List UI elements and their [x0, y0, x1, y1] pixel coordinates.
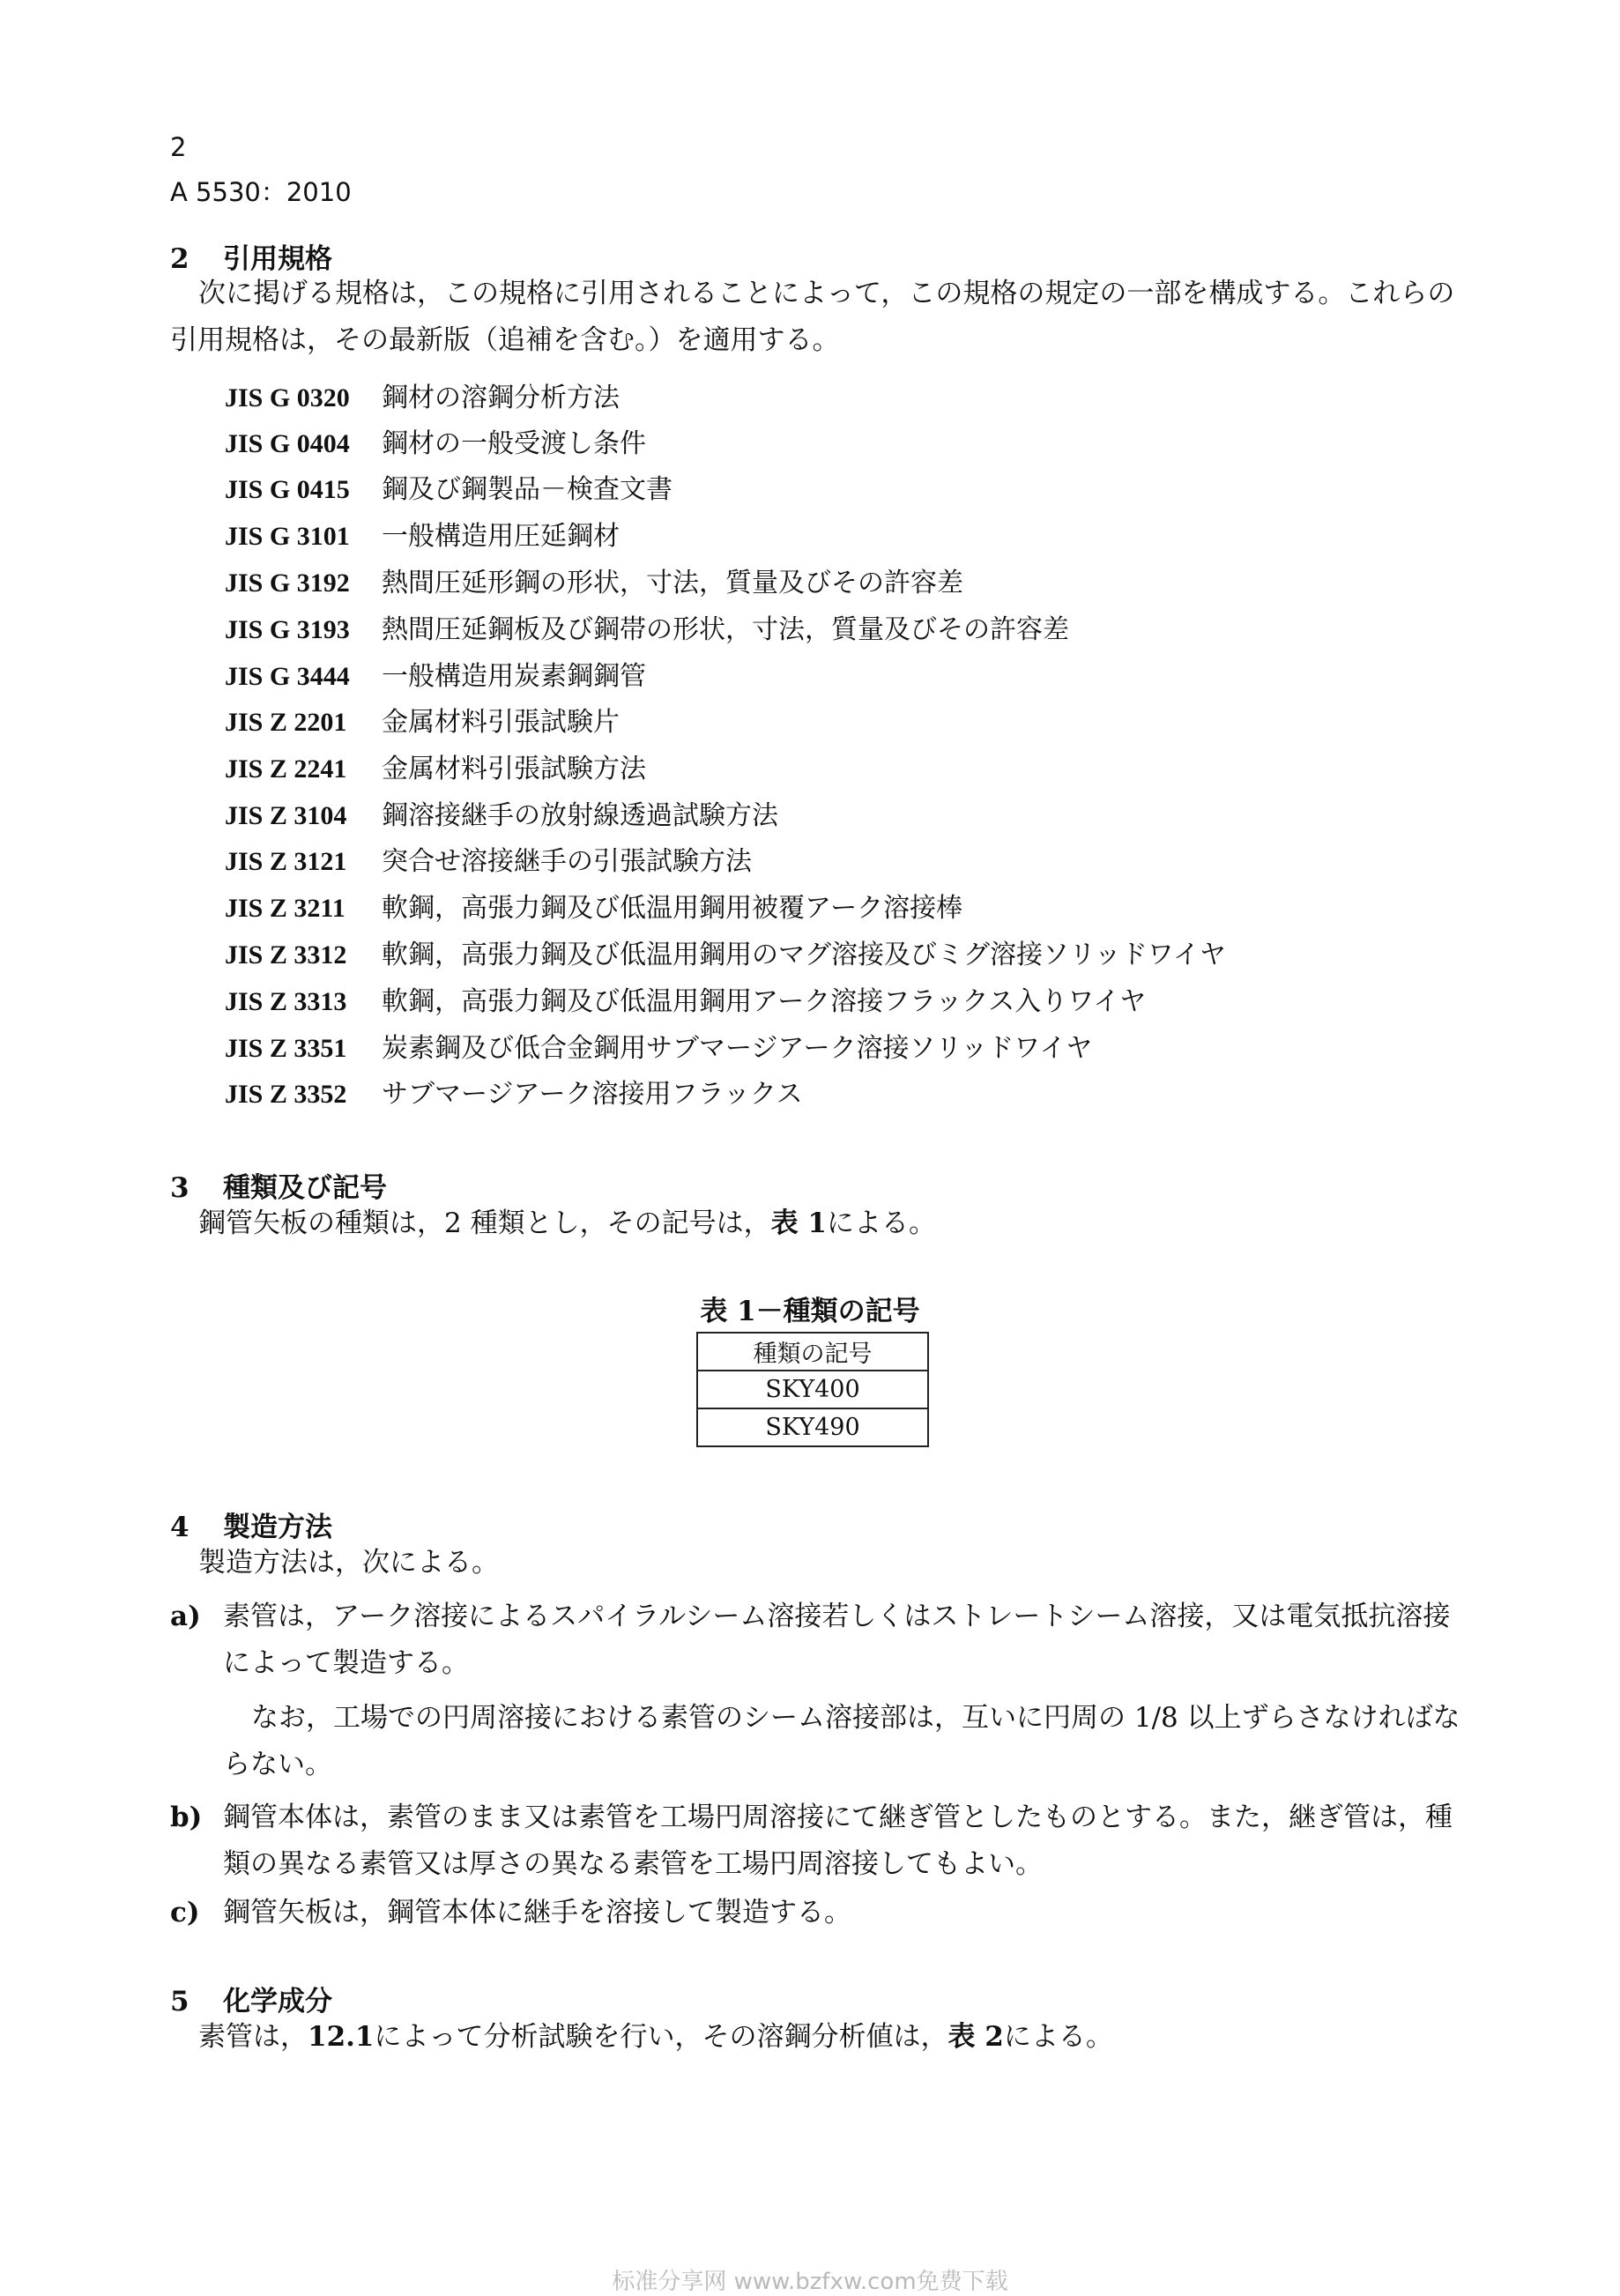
- reference-code: JIS Z 3352: [225, 1080, 347, 1109]
- reference-title: 軟鋼，高張力鋼及び低温用鋼用被覆アーク溶接棒: [382, 893, 963, 924]
- reference-code: JIS Z 3312: [225, 940, 347, 970]
- list-text: 鋼管矢板は，鋼管本体に継手を溶接して製造する。: [223, 1897, 851, 1928]
- table-reference: 表 2: [947, 2021, 1004, 2053]
- reference-title: 熱間圧延鋼板及び鋼帯の形状，寸法，質量及びその許容差: [382, 614, 1069, 645]
- reference-item: [225, 421, 646, 460]
- list-item-b-line2: 類の異なる素管又は厚さの異なる素管を工場円周溶接してもよい。: [223, 1848, 1043, 1880]
- reference-title: サブマージアーク溶接用フラックス: [382, 1079, 803, 1110]
- section-title: 種類及び記号: [223, 1172, 387, 1204]
- section-4-heading: [170, 1505, 332, 1544]
- standard-number: A 5530：2010: [170, 177, 352, 207]
- reference-title: 炭素鋼及び低合金鋼用サブマージアーク溶接ソリッドワイヤ: [382, 1033, 1093, 1064]
- section-number: 3: [170, 1172, 189, 1204]
- reference-code: JIS G 0320: [225, 383, 350, 412]
- reference-title: 鋼材の一般受渡し条件: [382, 428, 646, 459]
- reference-item: [225, 375, 620, 414]
- reference-item: [225, 607, 1069, 646]
- reference-title: 金属材料引張試験方法: [382, 754, 646, 784]
- reference-item: [225, 654, 646, 693]
- footer-watermark: 标准分享网 www.bzfxw.com免费下载: [612, 2269, 1008, 2295]
- section-3-body: [198, 1200, 936, 1247]
- reference-title: 鋼溶接継手の放射線透過試験方法: [382, 800, 778, 831]
- table-cell: SKY490: [697, 1408, 928, 1446]
- reference-code: JIS G 0404: [225, 429, 350, 458]
- reference-item: [225, 839, 752, 878]
- body-text: 鋼管矢板の種類は，2 種類とし，その記号は，: [198, 1207, 771, 1239]
- reference-item: [225, 747, 646, 785]
- reference-item: [225, 700, 620, 739]
- reference-code: JIS G 3444: [225, 662, 350, 691]
- reference-item: [225, 1072, 803, 1111]
- reference-title: 一般構造用炭素鋼鋼管: [382, 661, 646, 692]
- section-title: 製造方法: [223, 1512, 332, 1543]
- list-text: 素管は，アーク溶接によるスパイラルシーム溶接若しくはストレートシーム溶接，又は電気抵抗溶接: [223, 1601, 1451, 1632]
- body-text: によって分析試験を行い，その溶鋼分析値は，: [374, 2021, 948, 2053]
- reference-code: JIS Z 3313: [225, 987, 347, 1016]
- reference-code: JIS Z 3351: [225, 1034, 347, 1063]
- section-3-heading: [170, 1165, 387, 1205]
- reference-item: [225, 886, 962, 925]
- body-text: による。: [826, 1207, 936, 1239]
- table-header-cell: 種類の記号: [697, 1333, 928, 1371]
- reference-title: 金属材料引張試験片: [382, 707, 620, 738]
- list-item-b-line1: [170, 1794, 1453, 1841]
- reference-title: 熱間圧延形鋼の形状，寸法，質量及びその許容差: [382, 568, 963, 598]
- body-text: による。: [1003, 2021, 1113, 2053]
- section-title: 化学成分: [223, 1986, 332, 2017]
- section-number: 5: [170, 1986, 189, 2017]
- list-item-a-note-line2: らない。: [223, 1749, 332, 1780]
- section-number: 2: [170, 243, 189, 275]
- reference-code: JIS G 3193: [225, 615, 350, 644]
- list-text: 鋼管本体は，素管のまま又は素管を工場円周溶接にて継ぎ管としたものとする。また，継ぎ管は，種: [223, 1802, 1453, 1833]
- section-5-heading: [170, 1979, 332, 2018]
- reference-code: JIS Z 2241: [225, 754, 347, 784]
- list-item-a-line1: [170, 1594, 1450, 1640]
- reference-item: [225, 561, 963, 599]
- reference-item: [225, 793, 778, 832]
- reference-code: JIS Z 3104: [225, 801, 347, 830]
- reference-item: [225, 933, 1226, 971]
- clause-reference: 12.1: [308, 2021, 375, 2053]
- section-5-body: [198, 2014, 1113, 2061]
- table-row: [697, 1408, 928, 1446]
- list-label: a): [170, 1601, 201, 1632]
- reference-item: [225, 1026, 1092, 1065]
- reference-item: [225, 514, 620, 553]
- section-number: 4: [170, 1512, 189, 1543]
- section-2-intro-line2: 引用規格は，その最新版（追補を含む。）を適用する。: [170, 324, 840, 356]
- list-label: b): [170, 1802, 203, 1833]
- table-row: [697, 1371, 928, 1408]
- reference-title: 軟鋼，高張力鋼及び低温用鋼用のマグ溶接及びミグ溶接ソリッドワイヤ: [382, 940, 1226, 970]
- reference-title: 突合せ溶接継手の引張試験方法: [382, 846, 752, 877]
- page-number: 2: [170, 132, 187, 162]
- list-label: c): [170, 1897, 200, 1928]
- reference-title: 鋼及び鋼製品－検査文書: [382, 474, 673, 505]
- list-item-c: [170, 1890, 851, 1936]
- reference-item: [225, 979, 1146, 1018]
- reference-title: 一般構造用圧延鋼材: [382, 521, 620, 552]
- reference-title: 軟鋼，高張力鋼及び低温用鋼用アーク溶接フラックス入りワイヤ: [382, 986, 1147, 1017]
- body-text: 素管は，: [198, 2021, 308, 2053]
- reference-code: JIS Z 3211: [225, 894, 346, 923]
- symbol-table: [696, 1332, 929, 1447]
- reference-code: JIS G 0415: [225, 475, 350, 504]
- table-reference: 表 1: [770, 1207, 827, 1239]
- reference-title: 鋼材の溶鋼分析方法: [382, 383, 620, 413]
- list-item-a-note-line1: なお，工場での円周溶接における素管のシーム溶接部は，互いに円周の 1/8 以上ずらさなければな: [251, 1702, 1460, 1734]
- section-4-intro: 製造方法は，次による。: [198, 1547, 499, 1579]
- list-item-a-line2: によって製造する。: [223, 1647, 469, 1679]
- table-header-row: [697, 1333, 928, 1371]
- reference-code: JIS G 3101: [225, 522, 350, 551]
- section-title: 引用規格: [223, 243, 332, 275]
- reference-code: JIS G 3192: [225, 568, 350, 598]
- reference-code: JIS Z 3121: [225, 847, 347, 876]
- table-cell: SKY400: [697, 1371, 928, 1408]
- table-caption: 表 1－種類の記号: [700, 1296, 920, 1327]
- section-2-intro-line1: 次に掲げる規格は，この規格に引用されることによって，この規格の規定の一部を構成する。これらの: [198, 278, 1455, 309]
- reference-item: [225, 467, 673, 506]
- reference-code: JIS Z 2201: [225, 708, 347, 737]
